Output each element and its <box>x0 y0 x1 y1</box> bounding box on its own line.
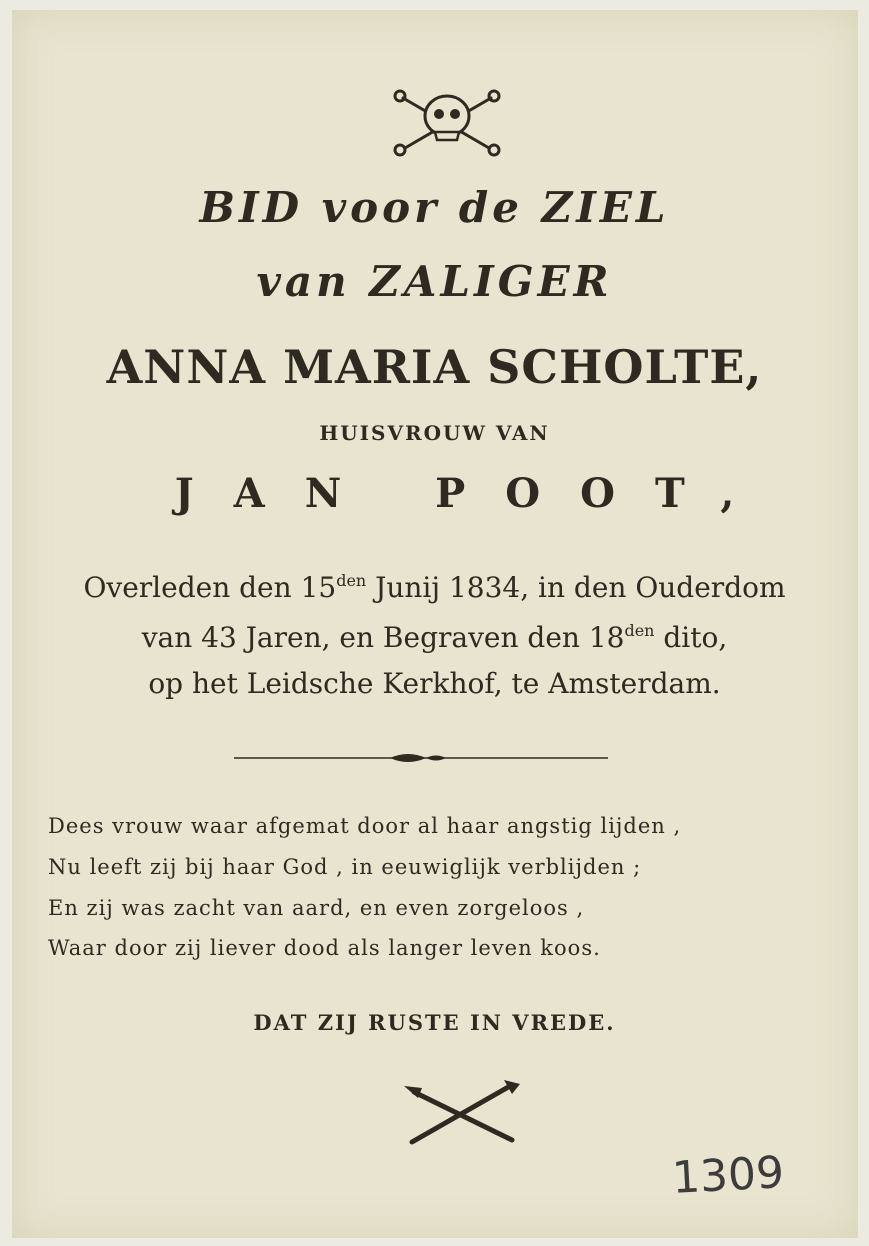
death-info-line-2: van 43 Jaren, en Begraven den $18^{den}$ dito, <box>141 621 728 654</box>
title-line-2: van ZALIGER <box>256 257 613 306</box>
verse-line-1: Dees vrouw waar afgemat door al haar angstig lijden , <box>48 814 682 838</box>
closing-prayer: DAT ZIJ RUSTE IN VREDE. <box>253 1010 616 1035</box>
death-info-line-3: op het Leidsche Kerkhof, te Amsterdam. <box>148 667 721 700</box>
verse-line-2: Nu leeft zij bij haar God , in eeuwiglijk verblijden ; <box>48 855 642 879</box>
verse-line-3: En zij was zacht van aard, en even zorgeloos , <box>48 896 585 920</box>
deceased-name: ANNA MARIA SCHOLTE, <box>106 340 763 394</box>
ornamental-divider <box>230 748 612 768</box>
handwritten-number: 1309 <box>670 1147 786 1204</box>
verse-line-4: Waar door zij liever dood als langer leven koos. <box>48 936 601 960</box>
death-info-line-1: Overleden den $15^{den}$ Junij 1834, in den Ouderdom <box>83 571 786 604</box>
title-line-1: BID voor de ZIEL <box>199 183 670 232</box>
crossed-torches-icon <box>400 1076 524 1152</box>
skull-and-crossbones-icon <box>389 86 505 160</box>
husband-name: JAN POOT, <box>174 470 775 517</box>
relation-label: HUISVROUW VAN <box>319 421 550 445</box>
